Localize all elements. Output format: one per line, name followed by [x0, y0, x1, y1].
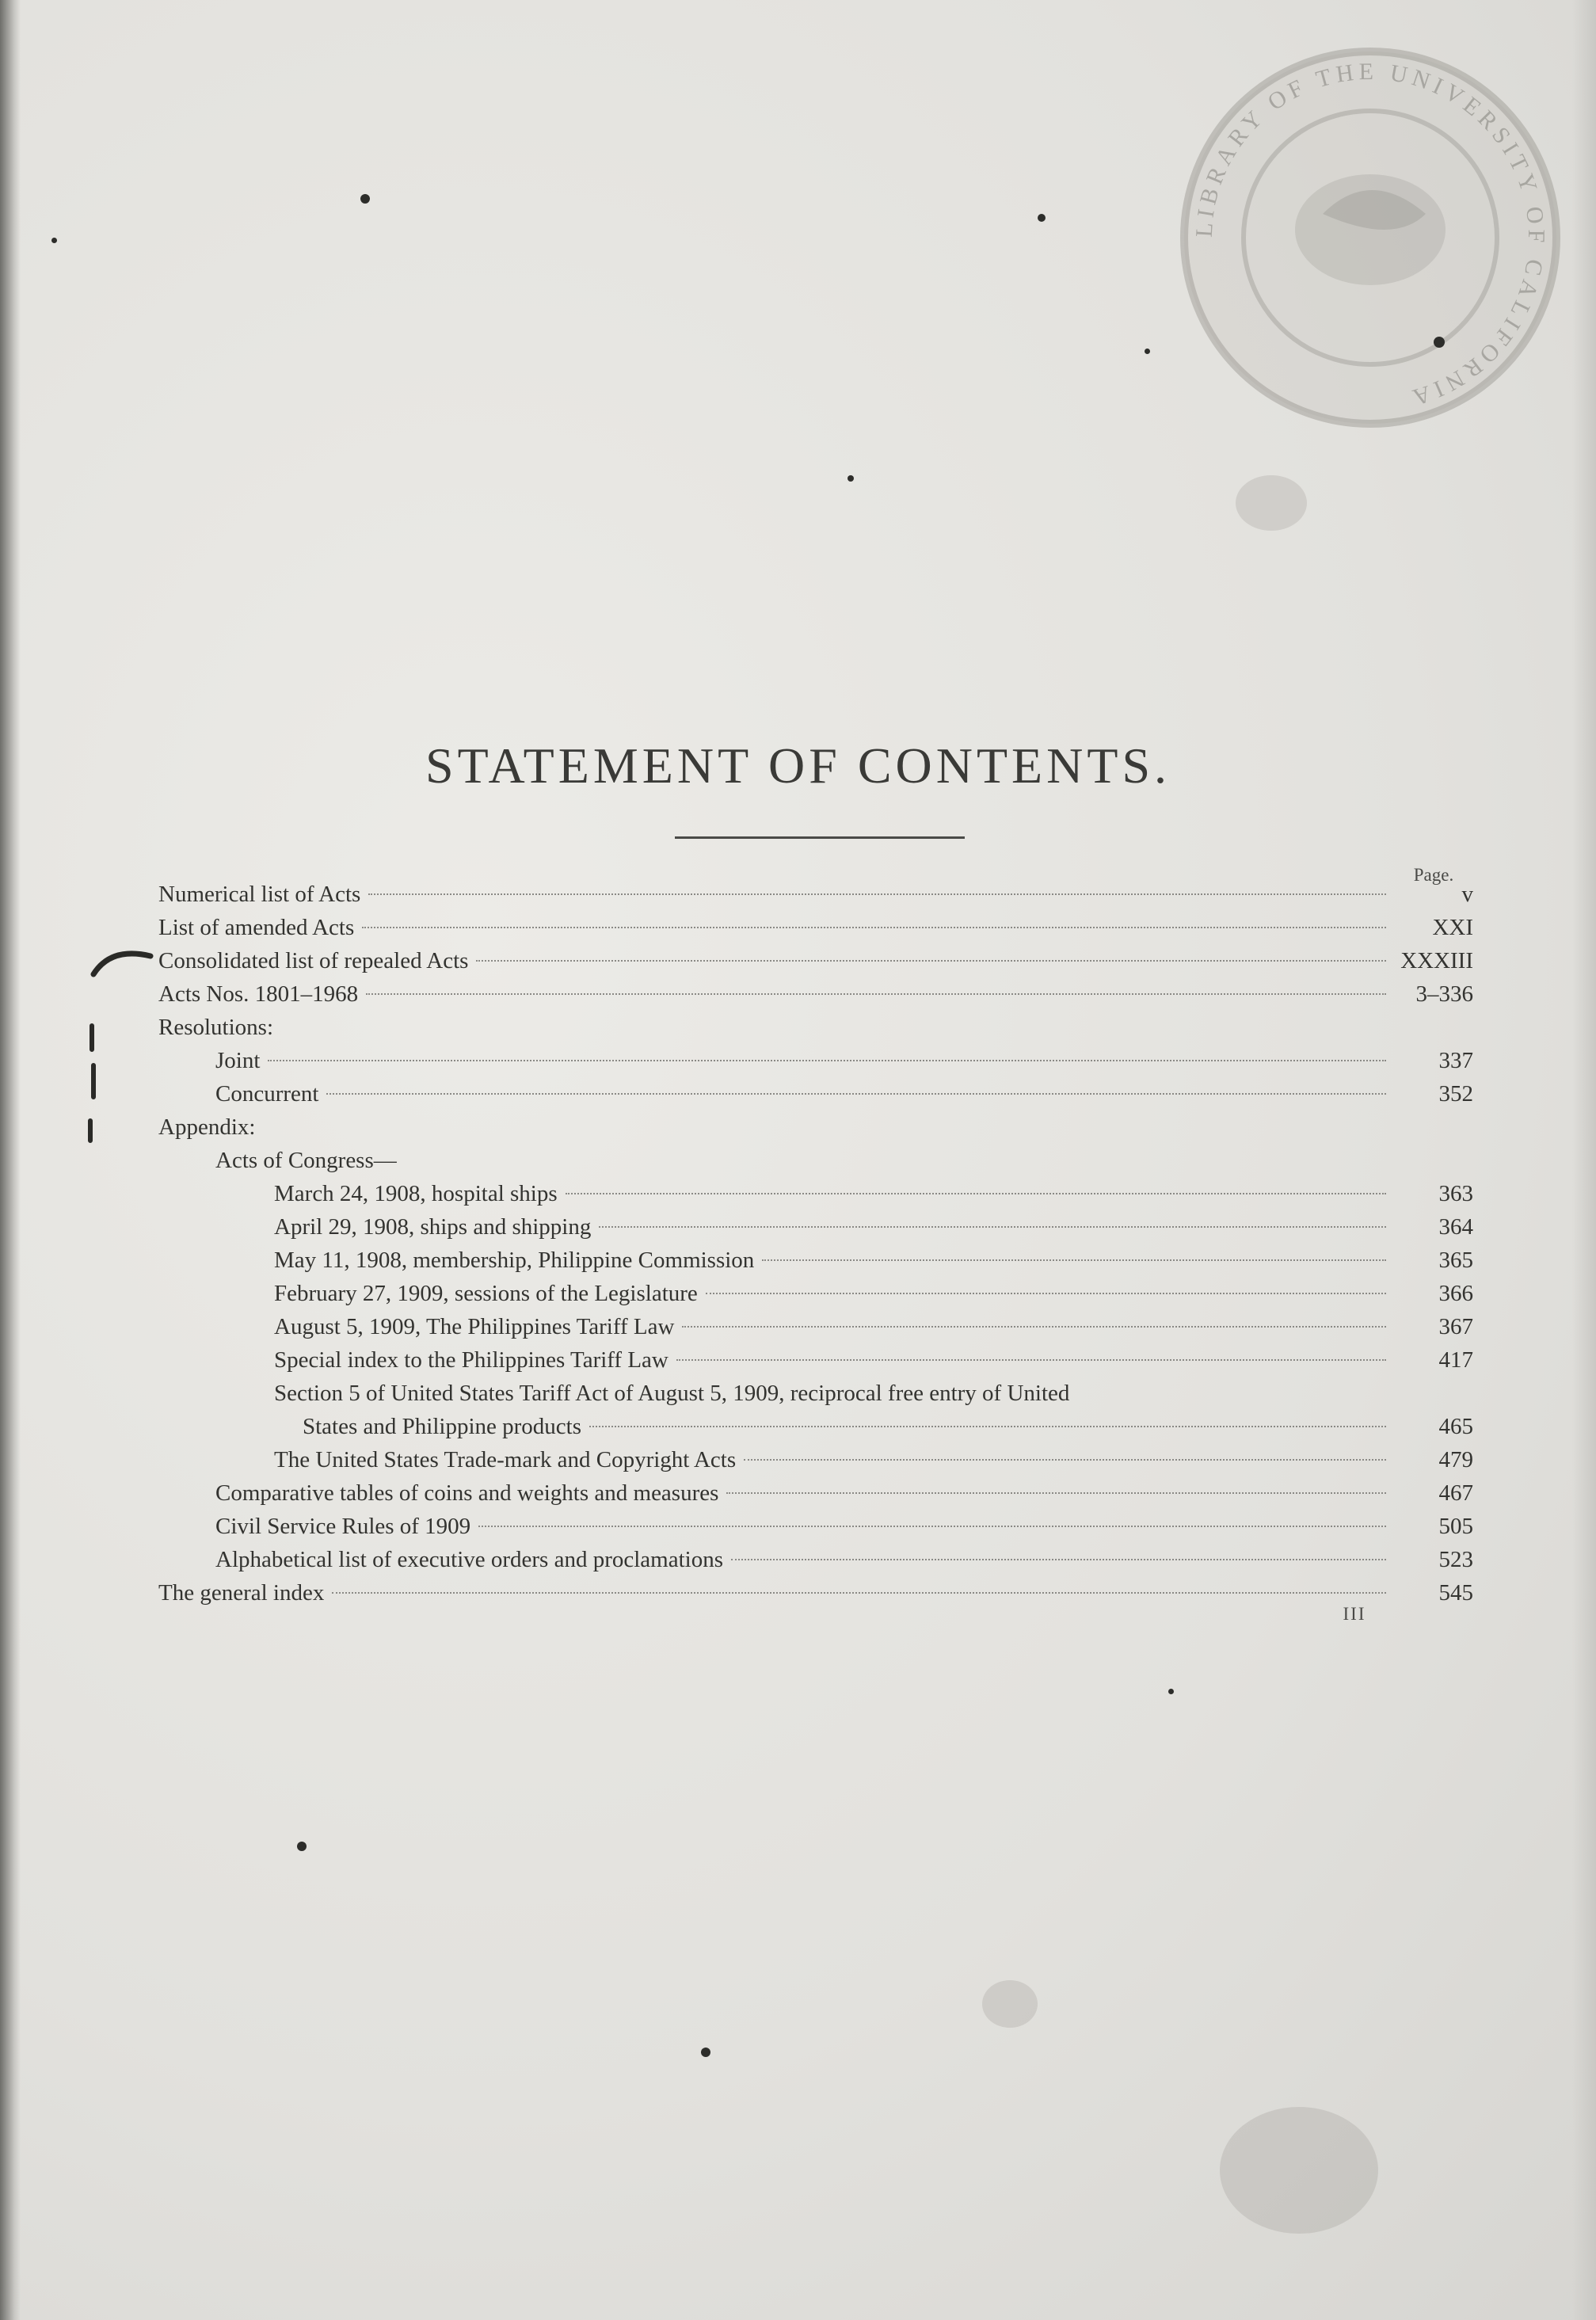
toc-entry-label: List of amended Acts — [158, 915, 355, 940]
toc-entry-page: 352 — [1438, 1081, 1473, 1107]
dot-leader — [478, 1526, 1386, 1527]
dot-leader — [762, 1259, 1386, 1261]
toc-entry — [158, 1443, 1473, 1476]
toc-entry-page: 3–336 — [1415, 981, 1473, 1007]
toc-entry — [158, 1210, 1473, 1244]
toc-entry-label: Section 5 of United States Tariff Act of August 5, 1909, reciprocal free entry of United — [274, 1381, 1070, 1406]
library-seal-stamp — [1164, 32, 1576, 444]
toc-entry-label: The United States Trade-mark and Copyright Acts — [274, 1447, 737, 1472]
toc-entry — [158, 1310, 1473, 1343]
toc-entry-label: May 11, 1908, membership, Philippine Commission — [274, 1248, 755, 1273]
toc-entry — [158, 1510, 1473, 1543]
toc-entry-page: 337 — [1438, 1048, 1473, 1073]
page-left-edge — [0, 0, 21, 2320]
toc-entry-label: Consolidated list of repealed Acts — [158, 948, 469, 973]
toc-entry — [158, 1044, 1473, 1077]
toc-entry — [158, 1410, 1473, 1443]
toc-entry-page: 366 — [1438, 1281, 1473, 1306]
scan-speck — [1038, 214, 1046, 222]
dot-leader — [366, 993, 1386, 995]
toc-entry — [158, 911, 1473, 944]
toc-entry-label: Alphabetical list of executive orders and proclamations — [215, 1547, 724, 1572]
toc-entry-page: 365 — [1438, 1248, 1473, 1273]
toc-entry — [158, 1011, 1473, 1044]
scan-smudge — [982, 1980, 1038, 2028]
toc-entry — [158, 878, 1473, 911]
scan-speck — [1434, 337, 1445, 348]
toc-entry-page: 505 — [1438, 1514, 1473, 1539]
toc-entry-label: States and Philippine products — [303, 1414, 581, 1439]
toc-entry — [158, 1543, 1473, 1576]
scan-speck — [848, 475, 854, 482]
toc-entry-label: April 29, 1908, ships and shipping — [274, 1214, 592, 1240]
dot-leader — [589, 1426, 1386, 1427]
pencil-margin-bracket — [79, 939, 166, 1176]
toc-entry-page: 479 — [1438, 1447, 1473, 1472]
toc-entry-label: Special index to the Philippines Tariff Law — [274, 1347, 668, 1373]
dot-leader — [726, 1492, 1386, 1494]
toc-entry-page: 367 — [1438, 1314, 1473, 1339]
dot-leader — [476, 960, 1386, 962]
toc-entry-page: 545 — [1438, 1580, 1473, 1606]
toc-entry — [158, 944, 1473, 977]
toc-entry-label: Appendix: — [158, 1114, 256, 1140]
dot-leader — [566, 1193, 1386, 1194]
page-column-header: Page. — [1413, 865, 1454, 885]
toc-entry-label: Comparative tables of coins and weights and measures — [215, 1480, 719, 1506]
toc-entry — [158, 1110, 1473, 1144]
scan-speck — [1145, 349, 1150, 354]
toc-entry-page: 467 — [1438, 1480, 1473, 1506]
title-rule — [675, 836, 965, 839]
scan-smudge — [1220, 2107, 1378, 2234]
toc-entry-page: 465 — [1438, 1414, 1473, 1439]
toc-entry-page: 363 — [1438, 1181, 1473, 1206]
scan-speck — [701, 2048, 710, 2057]
scan-speck — [51, 238, 57, 243]
toc-entry-label: March 24, 1908, hospital ships — [274, 1181, 558, 1206]
scan-speck — [297, 1842, 307, 1851]
toc-entry-label: The general index — [158, 1580, 325, 1606]
dot-leader — [744, 1459, 1386, 1461]
toc-entry — [158, 1244, 1473, 1277]
toc-entry-page: v — [1461, 882, 1473, 907]
dot-leader — [362, 927, 1386, 928]
dot-leader — [706, 1293, 1386, 1294]
toc-entry-label: August 5, 1909, The Philippines Tariff Law — [274, 1314, 675, 1339]
toc-entry-label: Joint — [215, 1048, 261, 1073]
dot-leader — [676, 1359, 1386, 1361]
dot-leader — [268, 1060, 1386, 1061]
toc-entry-page: 417 — [1438, 1347, 1473, 1373]
dot-leader — [599, 1226, 1386, 1228]
toc-entry-label: Civil Service Rules of 1909 — [215, 1514, 471, 1539]
dot-leader — [326, 1093, 1386, 1095]
toc-entry-label: Acts of Congress— — [215, 1148, 397, 1173]
toc-entry — [158, 1277, 1473, 1310]
toc-entry-label: Numerical list of Acts — [158, 882, 361, 907]
toc-entry — [158, 1177, 1473, 1210]
dot-leader — [332, 1592, 1386, 1594]
table-of-contents — [158, 878, 1473, 1610]
seal-text: LIBRARY OF THE UNIVERSITY OF CALIFORNIA — [1190, 58, 1550, 412]
toc-entry-page: 364 — [1438, 1214, 1473, 1240]
toc-entry-label: February 27, 1909, sessions of the Legislature — [274, 1281, 698, 1306]
toc-entry — [158, 1077, 1473, 1110]
toc-entry-label: Resolutions: — [158, 1015, 274, 1040]
dot-leader — [731, 1559, 1386, 1560]
toc-entry — [158, 1476, 1473, 1510]
toc-entry-label: Acts Nos. 1801–1968 — [158, 981, 359, 1007]
toc-entry — [158, 1144, 1473, 1177]
scan-speck — [1168, 1689, 1174, 1694]
dot-leader — [368, 893, 1386, 895]
toc-entry-label: Concurrent — [215, 1081, 319, 1107]
toc-entry-page: XXI — [1432, 915, 1473, 940]
toc-entry — [158, 1343, 1473, 1377]
dot-leader — [682, 1326, 1386, 1328]
toc-entry-page: XXXIII — [1400, 948, 1473, 973]
toc-entry — [158, 1576, 1473, 1610]
toc-entry — [158, 1377, 1473, 1410]
page-title: STATEMENT OF CONTENTS. — [425, 737, 1171, 794]
toc-entry-page: 523 — [1438, 1547, 1473, 1572]
page-folio: III — [1343, 1604, 1366, 1624]
scan-speck — [360, 194, 370, 204]
toc-entry — [158, 977, 1473, 1011]
scan-smudge — [1236, 475, 1307, 531]
